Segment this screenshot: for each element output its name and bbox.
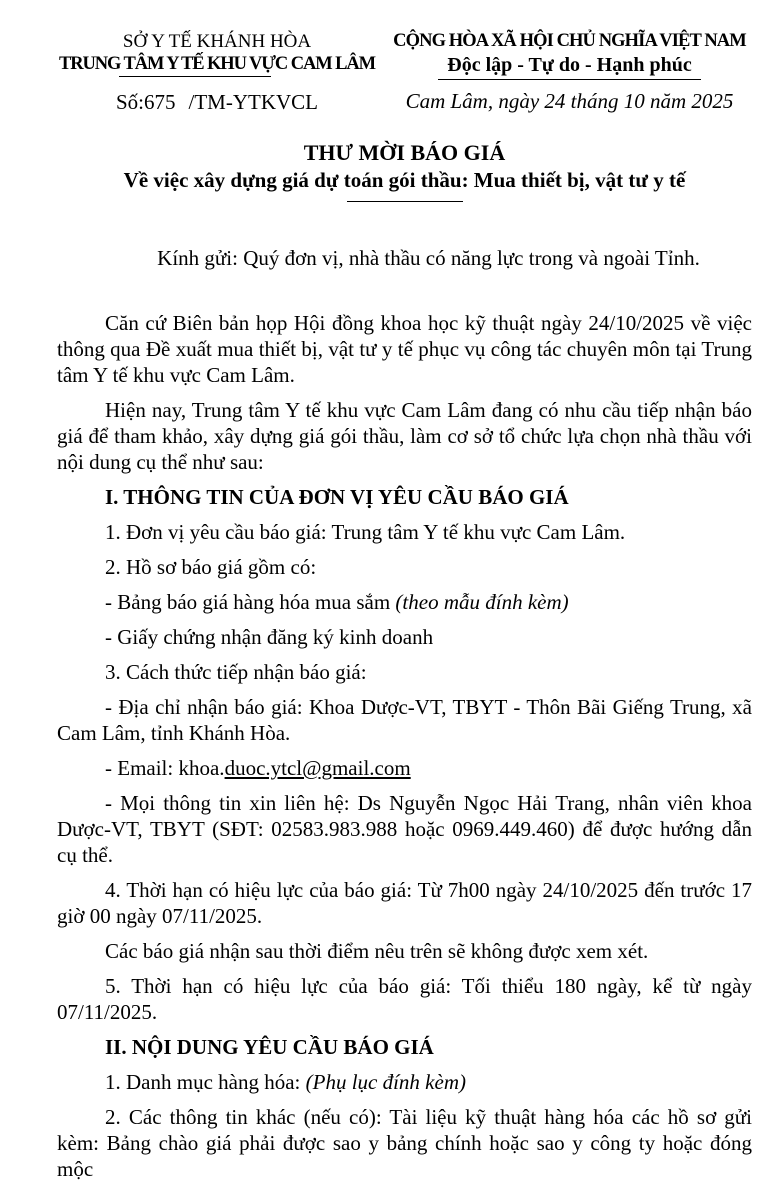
email-label: - Email: khoa. xyxy=(105,756,225,780)
doc-subject: Về việc xây dựng giá dự toán gói thầu: Mua thiết bị, vật tư y tế xyxy=(123,168,686,192)
paragraph-basis: Căn cứ Biên bản họp Hội đồng khoa học kỹ thuật ngày 24/10/2025 về việc thông qua Đề xuất mua thiết bị, vật tư y tế phục vụ công tác chuyên môn tại Trung tâm Y tế khu vực Cam Lâm. xyxy=(57,311,752,387)
republic-title: CỘNG HÒA XÃ HỘI CHỦ NGHĨA VIỆT NAM xyxy=(393,31,746,51)
title-separator xyxy=(347,201,463,202)
national-block xyxy=(377,30,752,114)
salutation-line: Kính gửi: Quý đơn vị, nhà thầu có năng lực trong và ngoài Tỉnh. xyxy=(157,246,700,270)
quote-form-text: - Bảng báo giá hàng hóa mua sắm xyxy=(105,590,396,614)
appendix-note: (Phụ lục đính kèm) xyxy=(305,1070,466,1094)
section-1-item-4-note: Các báo giá nhận sau thời điểm nêu trên sẽ không được xem xét. xyxy=(105,939,649,963)
issuer-underline xyxy=(119,76,271,77)
email-link[interactable]: duoc.ytcl@gmail.com xyxy=(224,756,411,780)
doc-title: THƯ MỜI BÁO GIÁ xyxy=(303,140,506,165)
document-body xyxy=(57,310,752,1182)
place-date-line: Cam Lâm, ngày 24 tháng 10 năm 2025 xyxy=(405,89,734,113)
section-1-item-2: 2. Hồ sơ báo giá gồm có: xyxy=(105,555,317,579)
section-1-item-3: 3. Cách thức tiếp nhận báo giá: xyxy=(105,660,367,684)
issuer-parent-name: SỞ Y TẾ KHÁNH HÒA xyxy=(122,31,312,52)
letterhead xyxy=(57,30,752,114)
section-1-item-2-doc-1 xyxy=(57,589,752,615)
national-motto: Độc lập - Tự do - Hạnh phúc xyxy=(438,53,700,80)
goods-list-label: 1. Danh mục hàng hóa: xyxy=(105,1070,306,1094)
issuer-block xyxy=(57,30,377,114)
section-2-item-1 xyxy=(57,1069,752,1095)
doc-number xyxy=(57,90,377,114)
title-block xyxy=(57,139,752,202)
paragraph-current-need: Hiện nay, Trung tâm Y tế khu vực Cam Lâm đang có nhu cầu tiếp nhận báo giá để tham khảo, xây dựng giá gói thầu, làm cơ sở tổ chức lựa chọn nhà thầu với nội dung cụ thể như sau: xyxy=(57,398,752,474)
section-2-heading: II. NỘI DUNG YÊU CẦU BÁO GIÁ xyxy=(105,1035,434,1059)
issuer-org-name: TRUNG TÂM Y TẾ KHU VỰC CAM LÂM xyxy=(59,54,375,74)
section-1-heading: I. THÔNG TIN CỦA ĐƠN VỊ YÊU CẦU BÁO GIÁ xyxy=(105,485,569,509)
section-1-item-4: 4. Thời hạn có hiệu lực của báo giá: Từ 7h00 ngày 24/10/2025 đến trước 17 giờ 00 ngày 07/11/2025. xyxy=(57,878,752,928)
section-1-item-1: 1. Đơn vị yêu cầu báo giá: Trung tâm Y tế khu vực Cam Lâm. xyxy=(105,520,626,544)
section-1-item-3-address: - Địa chỉ nhận báo giá: Khoa Dược-VT, TBYT - Thôn Bãi Giếng Trung, xã Cam Lâm, tỉnh Khánh Hòa. xyxy=(57,695,752,745)
attached-form-note: (theo mẫu đính kèm) xyxy=(395,590,569,614)
section-1-item-3-contact: - Mọi thông tin xin liên hệ: Ds Nguyễn Ngọc Hải Trang, nhân viên khoa Dược-VT, TBYT (SĐT: 02583.983.988 hoặc 0969.449.460) để được hướng dẫn cụ thể. xyxy=(57,791,752,867)
doc-number-suffix: /TM-YTKVCL xyxy=(188,90,318,114)
section-1-item-3-email xyxy=(57,755,752,781)
section-1-item-5: 5. Thời hạn có hiệu lực của báo giá: Tối thiểu 180 ngày, kể từ ngày 07/11/2025. xyxy=(57,974,752,1024)
doc-number-label: Số:675 xyxy=(115,90,176,114)
section-2-item-2: 2. Các thông tin khác (nếu có): Tài liệu kỹ thuật hàng hóa các hồ sơ gửi kèm: Bảng chào giá phải được sao y bảng chính hoặc sao y công ty hoặc đóng mộc xyxy=(57,1105,752,1181)
section-1-item-2-doc-2: - Giấy chứng nhận đăng ký kinh doanh xyxy=(105,625,434,649)
